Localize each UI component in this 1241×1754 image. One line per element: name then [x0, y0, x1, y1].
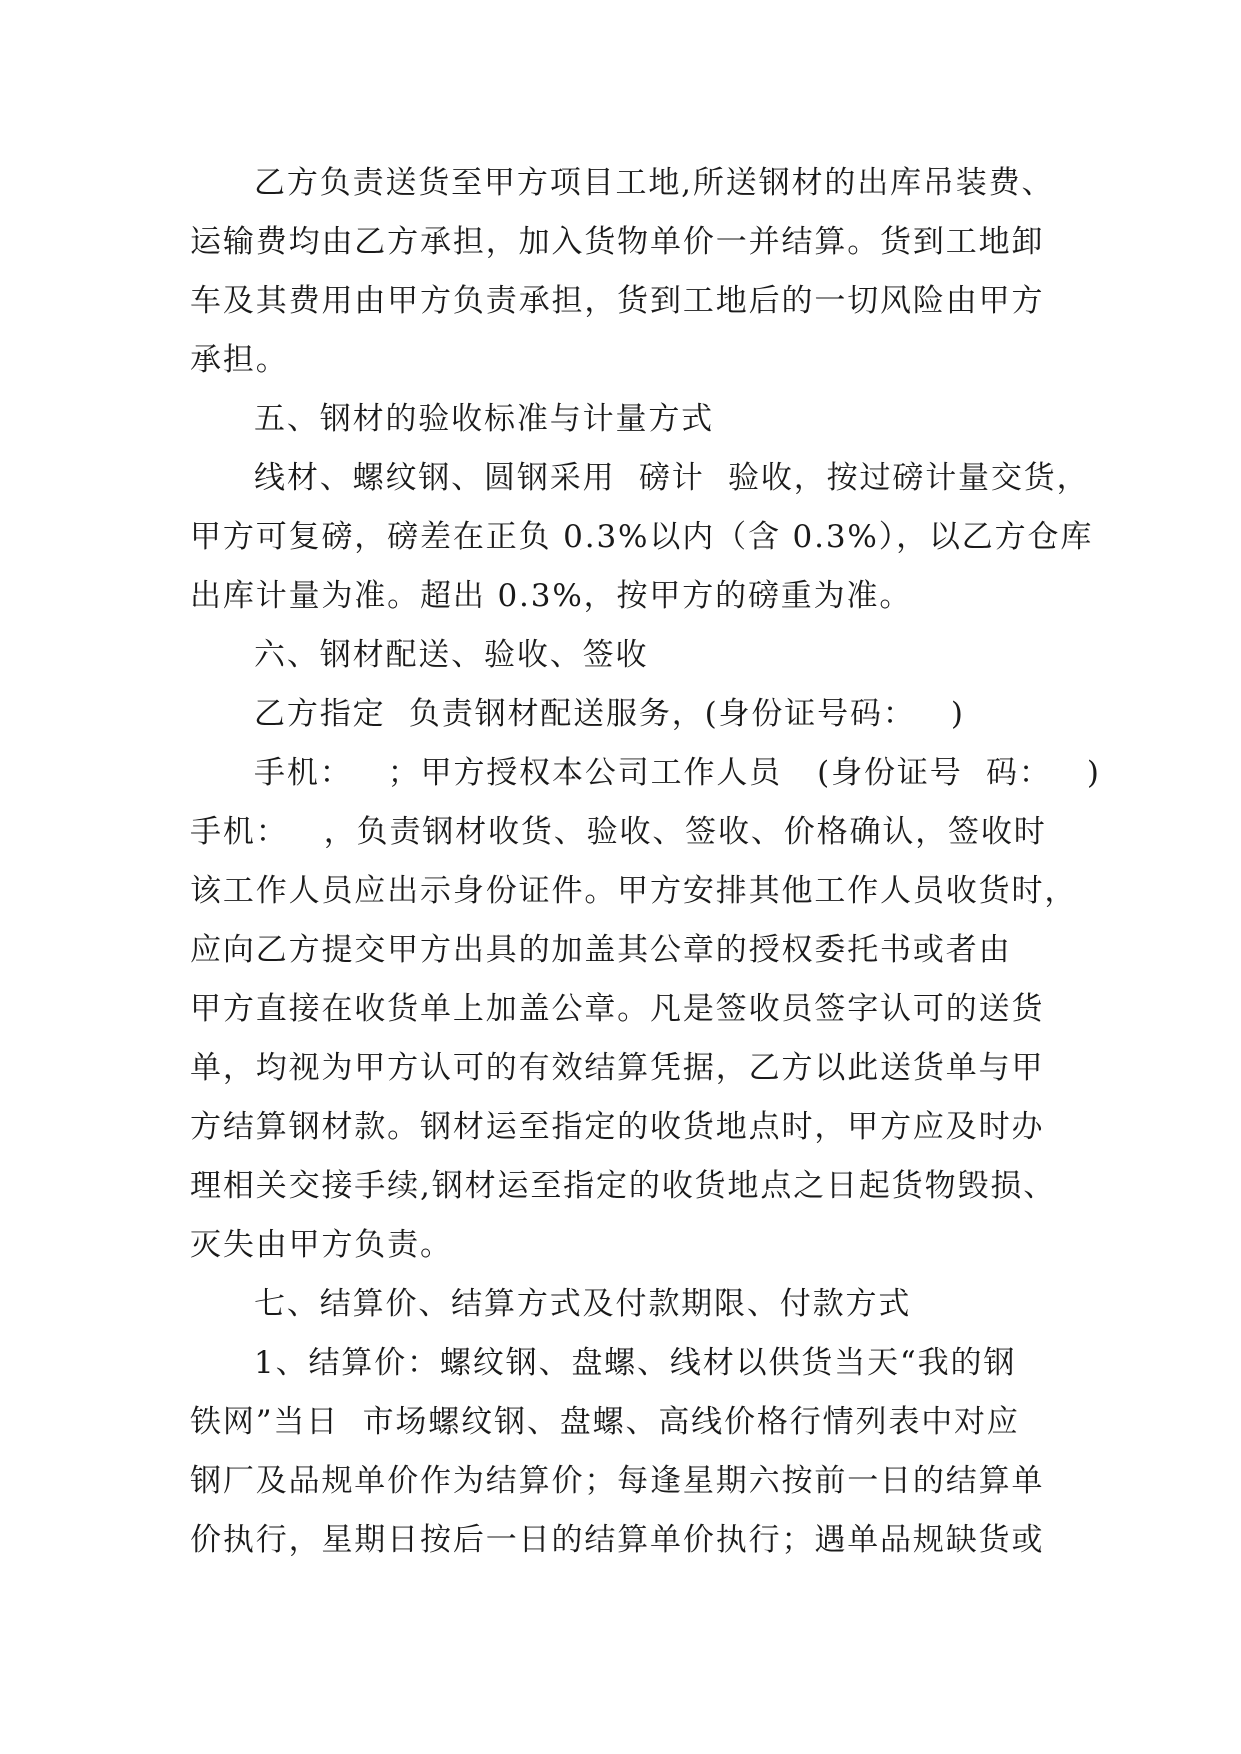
paragraph-line: 单，均视为甲方认可的有效结算凭据，乙方以此送货单与甲 — [190, 1050, 1045, 1086]
paragraph-line: 应向乙方提交甲方出具的加盖其公章的授权委托书或者由 — [190, 932, 1012, 968]
paragraph-line: 承担。 — [190, 342, 289, 378]
paragraph-line: 方结算钢材款。钢材运至指定的收货地点时，甲方应及时办 — [190, 1109, 1045, 1145]
paragraph-line: 甲方可复磅，磅差在正负 0.3%以内（含 0.3%），以乙方仓库 — [190, 519, 1094, 555]
paragraph-line: 乙方指定 负责钢材配送服务，(身份证号码： ) — [254, 696, 965, 732]
paragraph-line: 铁网”当日 市场螺纹钢、盘螺、高线价格行情列表中对应 — [190, 1404, 1020, 1440]
section-heading: 七、结算价、结算方式及付款期限、付款方式 — [254, 1286, 912, 1322]
paragraph-line: 线材、螺纹钢、圆钢采用 磅计 验收，按过磅计量交货， — [254, 460, 1090, 496]
paragraph-line: 甲方直接在收货单上加盖公章。凡是签收员签字认可的送货 — [190, 991, 1045, 1027]
paragraph-line: 手机： ，负责钢材收货、验收、签收、价格确认，签收时 — [190, 814, 1047, 850]
paragraph-line: 出库计量为准。超出 0.3%，按甲方的磅重为准。 — [190, 578, 913, 614]
paragraph-line: 价执行，星期日按后一日的结算单价执行；遇单品规缺货或 — [190, 1522, 1045, 1558]
paragraph-line: 1、结算价：螺纹钢、盘螺、线材以供货当天“我的钢 — [254, 1345, 1017, 1381]
paragraph-line: 钢厂及品规单价作为结算价；每逢星期六按前一日的结算单 — [190, 1463, 1045, 1499]
paragraph-line: 车及其费用由甲方负责承担，货到工地后的一切风险由甲方 — [190, 283, 1045, 319]
section-heading: 六、钢材配送、验收、签收 — [254, 637, 649, 673]
paragraph-line: 理相关交接手续,钢材运至指定的收货地点之日起货物毁损、 — [190, 1168, 1057, 1204]
section-heading: 五、钢材的验收标准与计量方式 — [254, 401, 715, 437]
paragraph-line: 该工作人员应出示身份证件。甲方安排其他工作人员收货时， — [190, 873, 1078, 909]
paragraph-line: 灭失由甲方负责。 — [190, 1227, 453, 1263]
paragraph-line: 手机： ；甲方授权本公司工作人员 (身份证号 码： ) — [254, 755, 1101, 791]
paragraph-line: 乙方负责送货至甲方项目工地,所送钢材的出库吊装费、 — [254, 165, 1055, 201]
paragraph-line: 运输费均由乙方承担，加入货物单价一并结算。货到工地卸 — [190, 224, 1045, 260]
